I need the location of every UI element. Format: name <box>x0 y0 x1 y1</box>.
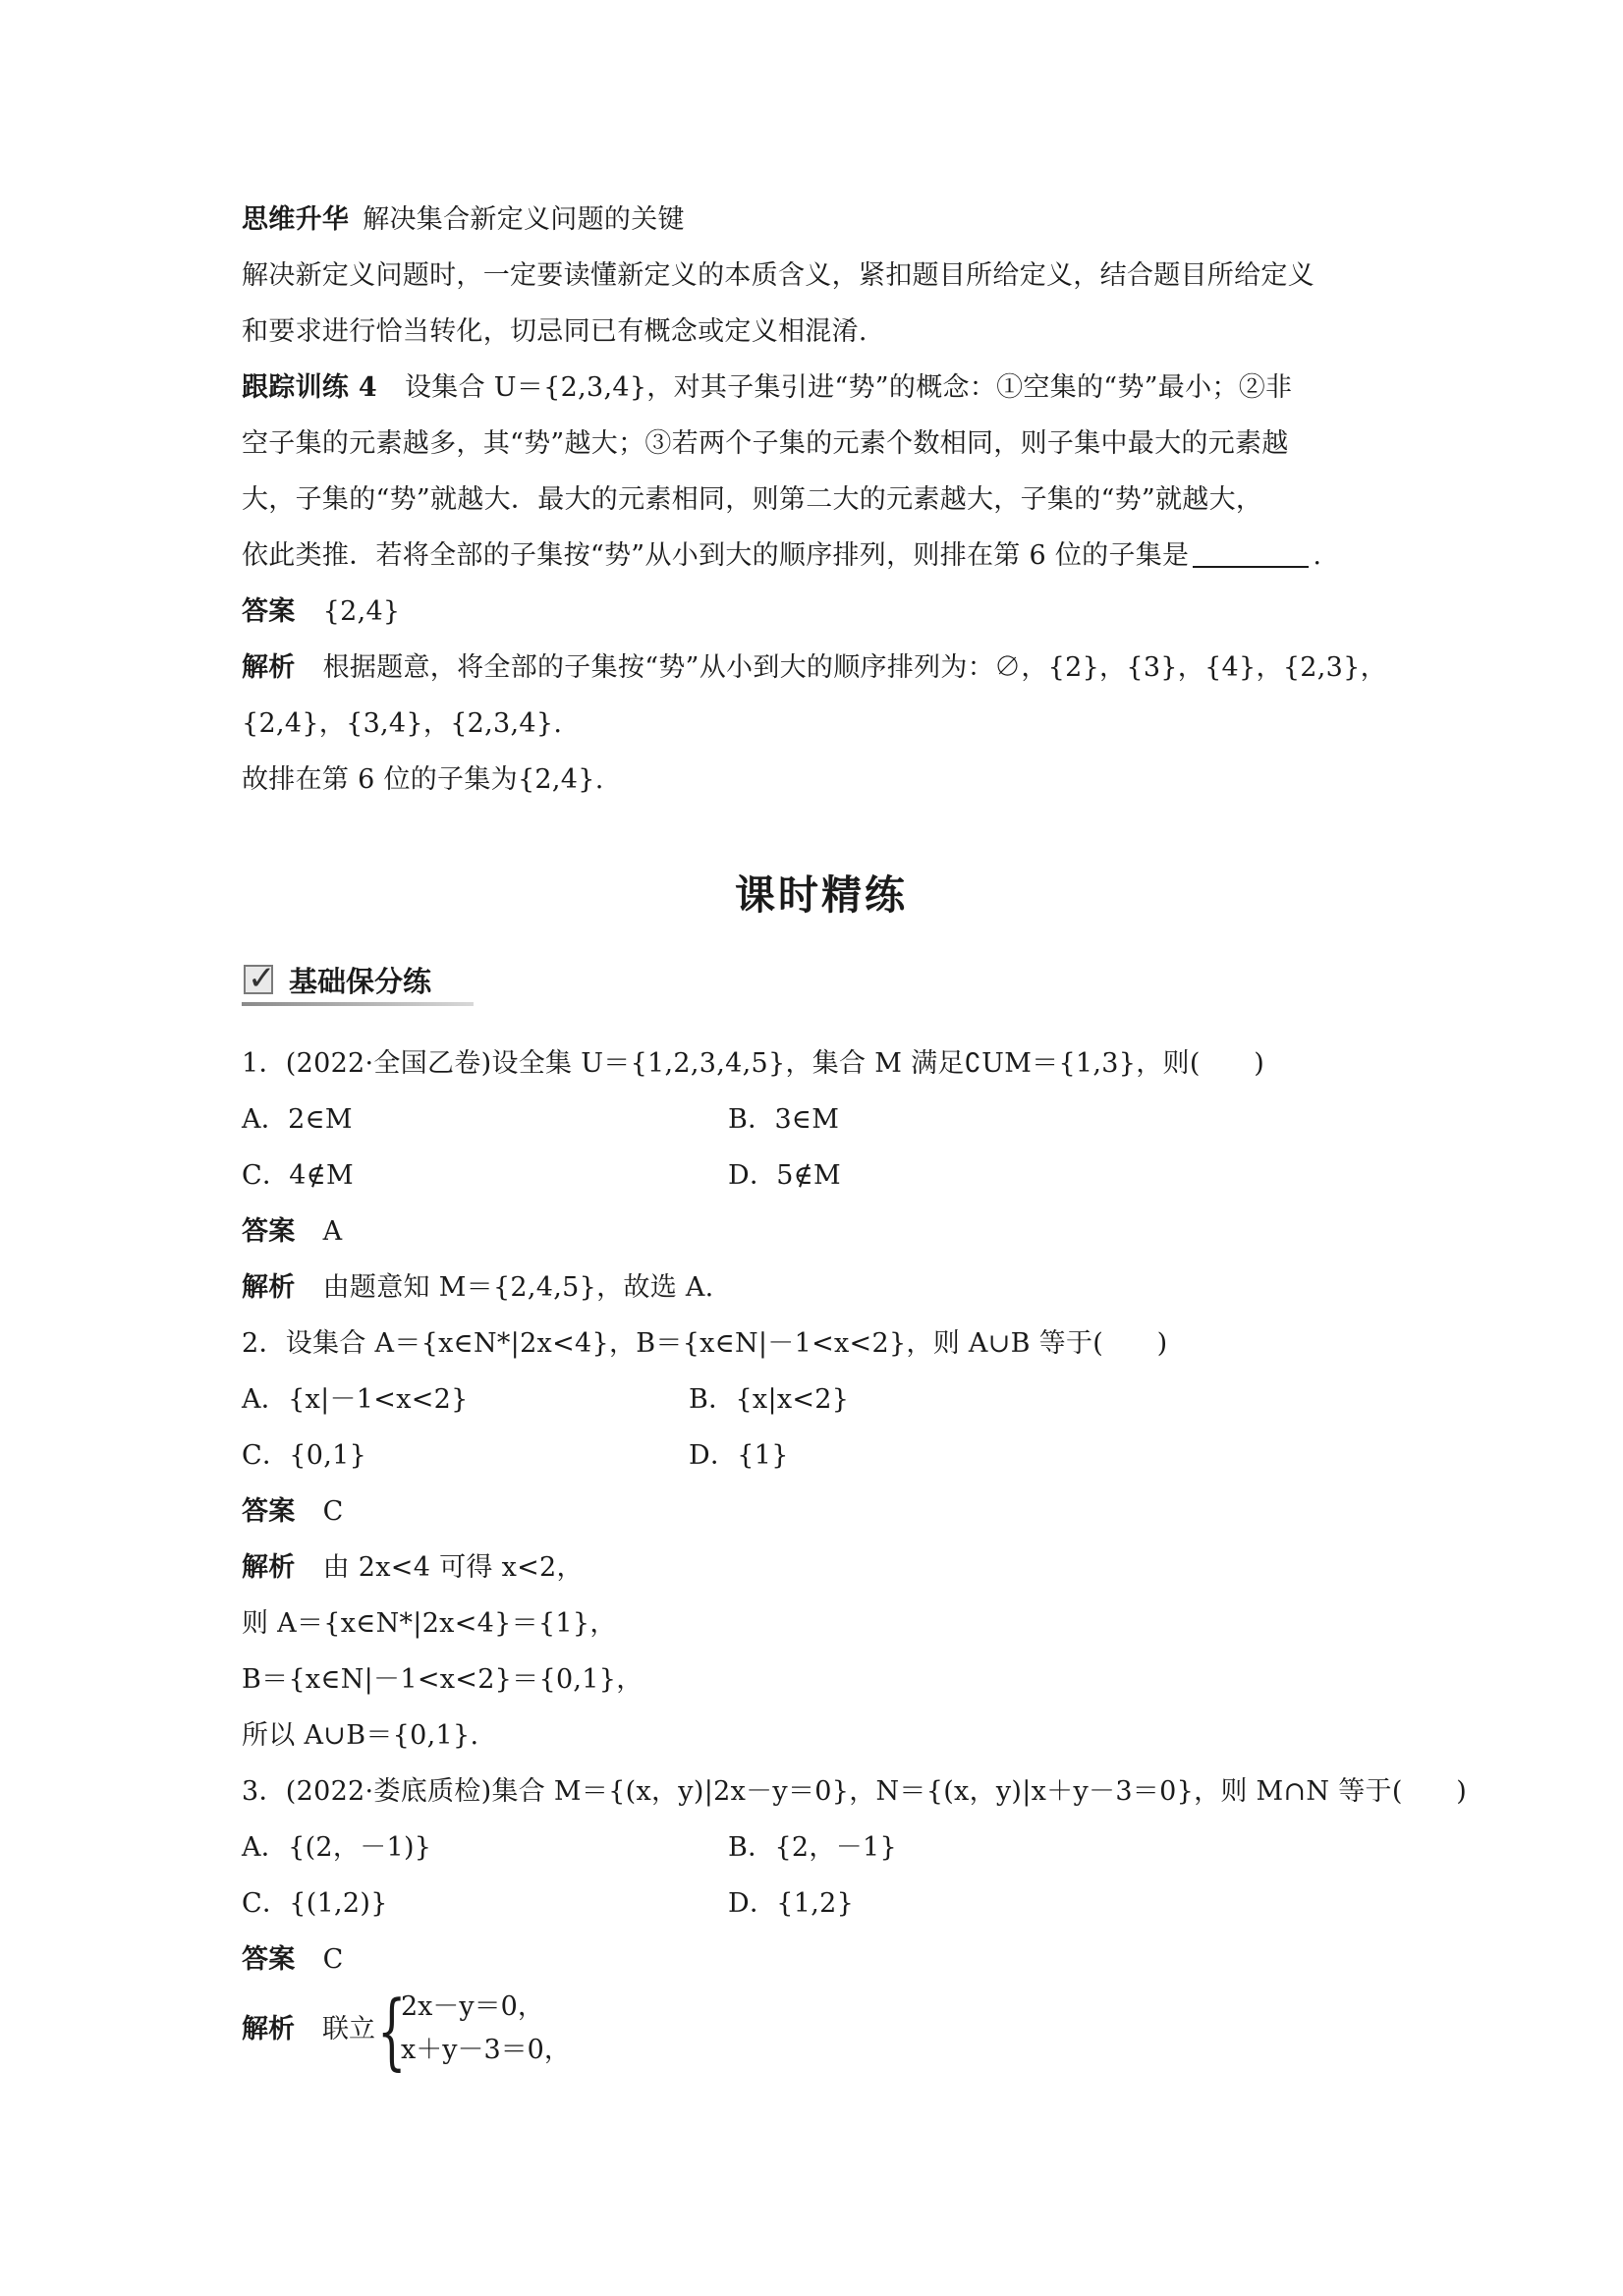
q2-answer <box>242 1484 1401 1540</box>
q1-option-b: B．3∈M <box>728 1104 840 1135</box>
q2-option-d: D．{1} <box>689 1440 789 1471</box>
analysis-text-3: 故排在第 6 位的子集为{2,4}. <box>242 764 604 795</box>
think-line <box>242 192 1401 248</box>
think-label: 思维升华 <box>242 204 350 235</box>
analysis-label: 解析 <box>242 652 296 683</box>
top-answer <box>242 584 1401 640</box>
q3-analysis-system <box>242 1983 1401 2082</box>
check-mark-icon: ✓ <box>248 959 276 998</box>
q2-option-a: A．{x|－1<x<2} <box>242 1384 469 1415</box>
q3-option-d: D．{1,2} <box>728 1888 855 1919</box>
track-label: 跟踪训练 4 <box>242 372 377 403</box>
q3-system-eq-1: 2x－y＝0， <box>401 1991 544 2022</box>
q2-options-row-2 <box>242 1428 1401 1484</box>
q1-answer-value: A <box>322 1216 343 1247</box>
page-heading: 课时精练 <box>735 871 908 919</box>
q3-options-row-2 <box>242 1876 1401 1932</box>
analysis-text-1: 根据题意，将全部的子集按“势”从小到大的顺序排列为：∅，{2}，{3}，{4}，{2,3}， <box>322 652 1387 683</box>
q2-analysis-text-4: 所以 A∪B＝{0,1}. <box>242 1720 479 1751</box>
section-title: 基础保分练 <box>289 965 432 998</box>
answer-value: {2,4} <box>322 596 401 627</box>
q2-option-c: C．{0,1} <box>242 1440 367 1471</box>
q2-answer-value: C <box>322 1496 344 1527</box>
left-brace-icon: { <box>377 1983 407 2079</box>
q3-answer-value: C <box>322 1944 344 1975</box>
q3-analysis-label: 解析 <box>242 2014 295 2044</box>
q3-options-row-1 <box>242 1820 1401 1876</box>
q1-analysis <box>242 1260 1401 1316</box>
q1-answer <box>242 1204 1401 1260</box>
think-text-2: 和要求进行恰当转化，切忌同已有概念或定义相混淆. <box>242 316 867 347</box>
q1-analysis-text: 由题意知 M＝{2,4,5}，故选 A. <box>322 1272 714 1303</box>
q2-analysis-label: 解析 <box>242 1552 296 1583</box>
q2-analysis-1 <box>242 1540 1401 1596</box>
q1-stem: 1．(2022·全国乙卷)设全集 U＝{1,2,3,4,5}，集合 M 满足∁UM＝{1,3}，则( ) <box>242 1048 1265 1079</box>
q1-option-d: D．5∉M <box>728 1160 841 1191</box>
track-line-1 <box>242 360 1401 416</box>
document-page <box>242 192 1468 2082</box>
q3-option-c: C．{(1,2)} <box>242 1888 388 1919</box>
q3-system-eq-2: x＋y－3＝0， <box>401 2035 571 2065</box>
track-text-2: 空子集的元素越多，其“势”越大；③若两个子集的元素个数相同，则子集中最大的元素越 <box>242 428 1289 459</box>
q2-analysis-text-3: B＝{x∈N|－1<x<2}＝{0,1}， <box>242 1664 644 1695</box>
q3-stem: 3．(2022·娄底质检)集合 M＝{(x，y)|2x－y＝0}，N＝{(x，y)|x＋y－3＝0}，则 M∩N 等于( ) <box>242 1776 1468 1807</box>
track-text-4b: . <box>1313 540 1322 571</box>
track-text-3: 大，子集的“势”就越大．最大的元素相同，则第二大的元素越大，子集的“势”就越大， <box>242 484 1263 515</box>
section-header <box>242 957 474 1006</box>
q2-stem: 2．设集合 A＝{x∈N*|2x<4}，B＝{x∈N|－1<x<2}，则 A∪B 等于( ) <box>242 1328 1168 1359</box>
q3-analysis-line <box>242 2007 375 2045</box>
q3-answer-label: 答案 <box>242 1944 296 1975</box>
q1-analysis-label: 解析 <box>242 1272 296 1303</box>
think-text-1: 解决新定义问题时，一定要读懂新定义的本质含义，紧扣题目所给定义，结合题目所给定义 <box>242 260 1315 291</box>
answer-label: 答案 <box>242 596 296 627</box>
track-text-4a: 依此类推．若将全部的子集按“势”从小到大的顺序排列，则排在第 6 位的子集是 <box>242 540 1190 571</box>
section-underline <box>242 1002 474 1006</box>
analysis-text-2: {2,4}，{3,4}，{2,3,4}. <box>242 708 563 739</box>
answer-blank <box>1193 536 1309 568</box>
q2-options-row-1 <box>242 1372 1401 1428</box>
q1-option-a: A．2∈M <box>242 1104 353 1135</box>
q1-answer-label: 答案 <box>242 1216 296 1247</box>
q2-answer-label: 答案 <box>242 1496 296 1527</box>
q2-analysis-text-1: 由 2x<4 可得 x<2， <box>322 1552 584 1583</box>
q2-analysis-text-2: 则 A＝{x∈N*|2x<4}＝{1}， <box>242 1608 617 1639</box>
q1-options-row-1 <box>242 1092 1401 1148</box>
top-analysis-1 <box>242 640 1401 696</box>
q3-answer <box>242 1932 1401 1988</box>
q1-option-c: C．4∉M <box>242 1160 354 1191</box>
think-title: 解决集合新定义问题的关键 <box>363 204 685 235</box>
q3-option-b: B．{2，－1} <box>728 1832 897 1863</box>
track-text-1: 设集合 U＝{2,3,4}，对其子集引进“势”的概念：①空集的“势”最小；②非 <box>405 372 1293 403</box>
q1-options-row-2 <box>242 1148 1401 1204</box>
q2-option-b: B．{x|x<2} <box>689 1384 850 1415</box>
q3-analysis-prefix: 联立 <box>322 2014 375 2044</box>
q3-option-a: A．{(2，－1)} <box>242 1832 432 1863</box>
track-text-4 <box>242 528 1401 584</box>
